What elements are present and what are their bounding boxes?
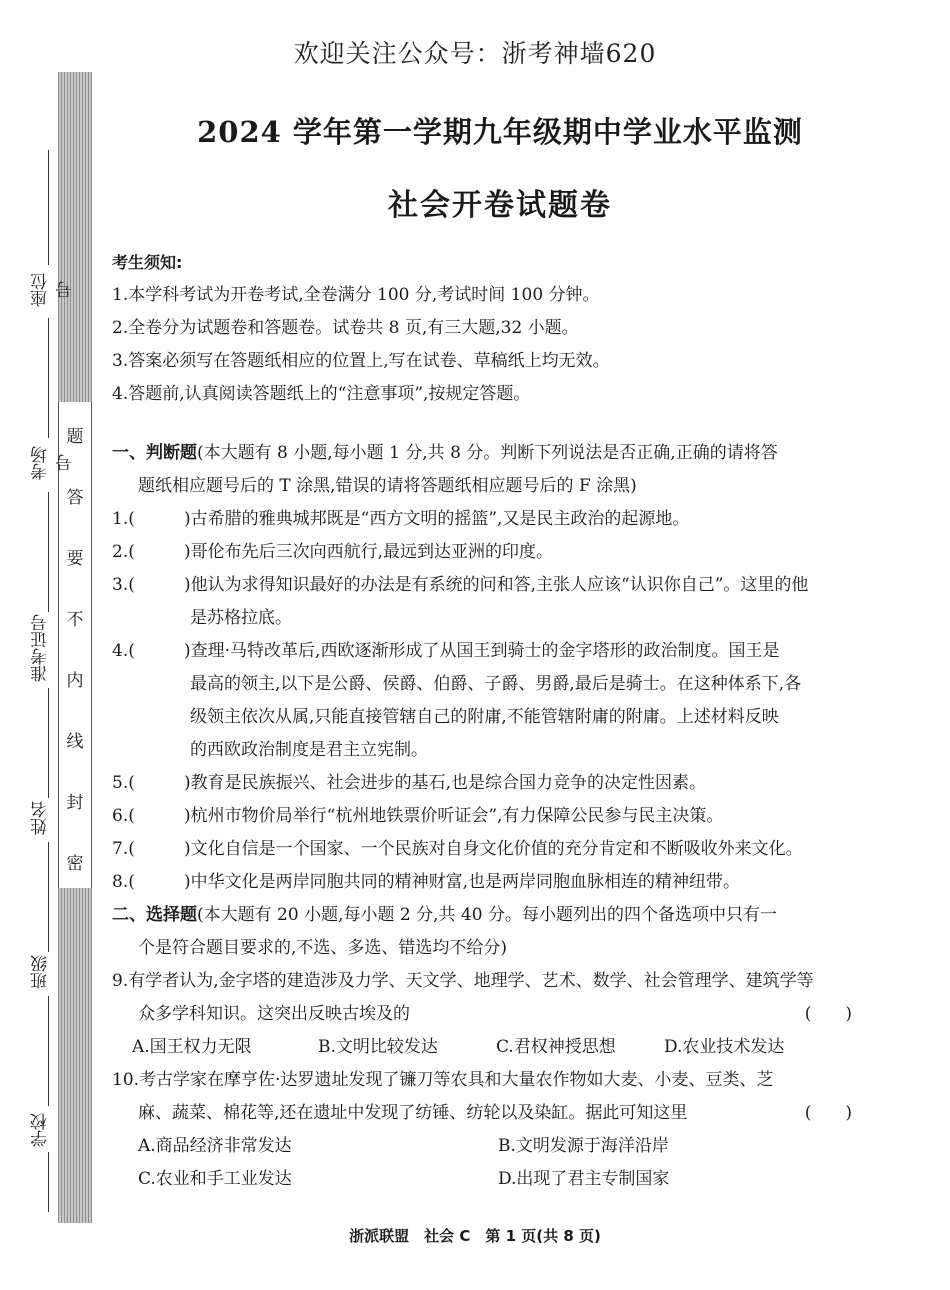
field-line bbox=[48, 842, 49, 952]
question-text: 是苏格拉底。 bbox=[190, 608, 292, 628]
page-footer: 浙派联盟 社会 C 第 1 页(共 8 页) bbox=[349, 1227, 601, 1245]
notice-item: 3.答案必须写在答题纸相应的位置上,写在试卷、草稿纸上均无效。 bbox=[112, 351, 610, 371]
section1-description: (本大题有 8 小题,每小题 1 分,共 8 分。判断下列说法是否正确,正确的请将答 bbox=[197, 443, 778, 463]
section1-description-cont: 题纸相应题号后的 T 涂黑,错误的请将答题纸相应题号后的 F 涂黑) bbox=[138, 476, 637, 496]
field-room-number: 考场号 bbox=[31, 446, 76, 480]
question-text: )文化自信是一个国家、一个民族对自身文化价值的充分肯定和不断吸收外来文化。 bbox=[184, 839, 803, 859]
field-line bbox=[48, 688, 49, 798]
binding-warning-char: 密 bbox=[66, 854, 84, 874]
question-text: 众多学科知识。这突出反映古埃及的 bbox=[138, 1004, 410, 1024]
question-text: )中华文化是两岸同胞共同的精神财富,也是两岸同胞血脉相连的精神纽带。 bbox=[184, 872, 741, 892]
judge-question bbox=[112, 866, 852, 899]
field-class: 班级 bbox=[31, 955, 51, 989]
answer-paren: ( ) bbox=[804, 1103, 852, 1123]
section1-header bbox=[112, 437, 852, 470]
field-seat-number: 座位号 bbox=[31, 273, 76, 307]
notice-item: 1.本学科考试为开卷考试,全卷满分 100 分,考试时间 100 分钟。 bbox=[112, 285, 600, 305]
judge-question bbox=[112, 569, 852, 635]
field-name: 姓名 bbox=[31, 801, 51, 835]
judge-question bbox=[112, 767, 852, 800]
question-text: 级领主依次从属,只能直接管辖自己的附庸,不能管辖附庸的附庸。上述材料反映 bbox=[190, 707, 779, 727]
question-number: 1.( bbox=[112, 509, 135, 529]
field-line bbox=[48, 996, 49, 1106]
options bbox=[112, 1031, 852, 1064]
field-exam-id: 准考证号 bbox=[31, 614, 51, 682]
section2-description: (本大题有 20 小题,每小题 2 分,共 40 分。每小题列出的四个备选项中只有一 bbox=[197, 905, 777, 925]
exam-subtitle: 社会开卷试题卷 bbox=[388, 188, 612, 223]
binding-warning-char: 题 bbox=[66, 427, 84, 447]
binding-warning-char: 线 bbox=[66, 732, 84, 752]
question-number: 8.( bbox=[112, 872, 135, 892]
option-c: C.君权神授思想 bbox=[496, 1037, 616, 1057]
question-text: 9.有学者认为,金字塔的建造涉及力学、天文学、地理学、艺术、数学、社会管理学、建筑学等 bbox=[112, 971, 814, 991]
binding-warning-char: 不 bbox=[66, 610, 84, 630]
option-b: B.文明发源于海洋沿岸 bbox=[498, 1136, 669, 1156]
question-text: 的西欧政治制度是君主立宪制。 bbox=[190, 740, 428, 760]
question-text: )他认为求得知识最好的办法是有系统的问和答,主张人应该“认识你自己”。这里的他 bbox=[184, 575, 809, 595]
question-text: 10.考古学家在摩亨佐·达罗遗址发现了镰刀等农具和大量农作物如大麦、小麦、豆类、芝 bbox=[112, 1070, 774, 1090]
option-c: C.农业和手工业发达 bbox=[138, 1169, 292, 1189]
question-text: 最高的领主,以下是公爵、侯爵、伯爵、子爵、男爵,最后是骑士。在这种体系下,各 bbox=[190, 674, 802, 694]
watermark-text: 欢迎关注公众号：浙考神墙620 bbox=[293, 39, 657, 68]
question-number: 3.( bbox=[112, 575, 135, 595]
binding-warning-char: 答 bbox=[66, 488, 84, 508]
mc-question-10 bbox=[112, 1064, 852, 1196]
field-school: 学校 bbox=[31, 1113, 51, 1147]
notice-item: 2.全卷分为试题卷和答题卷。试卷共 8 页,有三大题,32 小题。 bbox=[112, 318, 579, 338]
field-line bbox=[48, 492, 49, 612]
question-number: 7.( bbox=[112, 839, 135, 859]
notice-item: 4.答题前,认真阅读答题纸上的“注意事项”,按规定答题。 bbox=[112, 384, 531, 404]
section2-description-cont: 个是符合题目要求的,不选、多选、错选均不给分) bbox=[138, 938, 508, 958]
judge-question bbox=[112, 800, 852, 833]
options bbox=[112, 1130, 852, 1196]
question-text: )查理·马特改革后,西欧逐渐形成了从国王到骑士的金字塔形的政治制度。国王是 bbox=[184, 641, 780, 661]
judge-question bbox=[112, 635, 852, 767]
binding-warning-char: 封 bbox=[66, 793, 84, 813]
judge-question bbox=[112, 833, 852, 866]
binding-strip bbox=[0, 0, 110, 1290]
notice-heading: 考生须知: bbox=[112, 253, 183, 272]
judge-question bbox=[112, 503, 852, 536]
question-text: )杭州市物价局举行“杭州地铁票价听证会”,有力保障公民参与民主决策。 bbox=[184, 806, 724, 826]
binding-hatch-bottom bbox=[58, 888, 92, 1223]
option-d: D.农业技术发达 bbox=[664, 1037, 785, 1057]
mc-question-9 bbox=[112, 965, 852, 1064]
question-text: 麻、蔬菜、棉花等,还在遗址中发现了纺锤、纺轮以及染缸。据此可知这里 bbox=[138, 1103, 688, 1123]
question-text: )古希腊的雅典城邦既是“西方文明的摇篮”,又是民主政治的起源地。 bbox=[184, 509, 690, 529]
question-text: )哥伦布先后三次向西航行,最远到达亚洲的印度。 bbox=[184, 542, 554, 562]
option-a: A.国王权力无限 bbox=[132, 1037, 252, 1057]
binding-warning-char: 内 bbox=[66, 671, 84, 691]
field-line bbox=[48, 318, 49, 438]
field-line bbox=[48, 150, 49, 265]
section2-header bbox=[112, 899, 852, 932]
option-d: D.出现了君主专制国家 bbox=[498, 1169, 670, 1189]
judge-question bbox=[112, 536, 852, 569]
option-b: B.文明比较发达 bbox=[318, 1037, 438, 1057]
binding-hatch-top bbox=[58, 72, 92, 402]
section2-title: 二、选择题 bbox=[112, 905, 197, 925]
exam-title: 2024 学年第一学期九年级期中学业水平监测 bbox=[197, 115, 803, 149]
answer-paren: ( ) bbox=[804, 1004, 852, 1024]
question-number: 5.( bbox=[112, 773, 135, 793]
question-number: 4.( bbox=[112, 641, 135, 661]
question-text: )教育是民族振兴、社会进步的基石,也是综合国力竞争的决定性因素。 bbox=[184, 773, 707, 793]
question-number: 6.( bbox=[112, 806, 135, 826]
field-line bbox=[48, 1152, 49, 1212]
option-a: A.商品经济非常发达 bbox=[138, 1136, 292, 1156]
question-number: 2.( bbox=[112, 542, 135, 562]
exam-content bbox=[112, 246, 852, 1196]
section1-title: 一、判断题 bbox=[112, 443, 197, 463]
binding-warning-char: 要 bbox=[66, 549, 84, 569]
